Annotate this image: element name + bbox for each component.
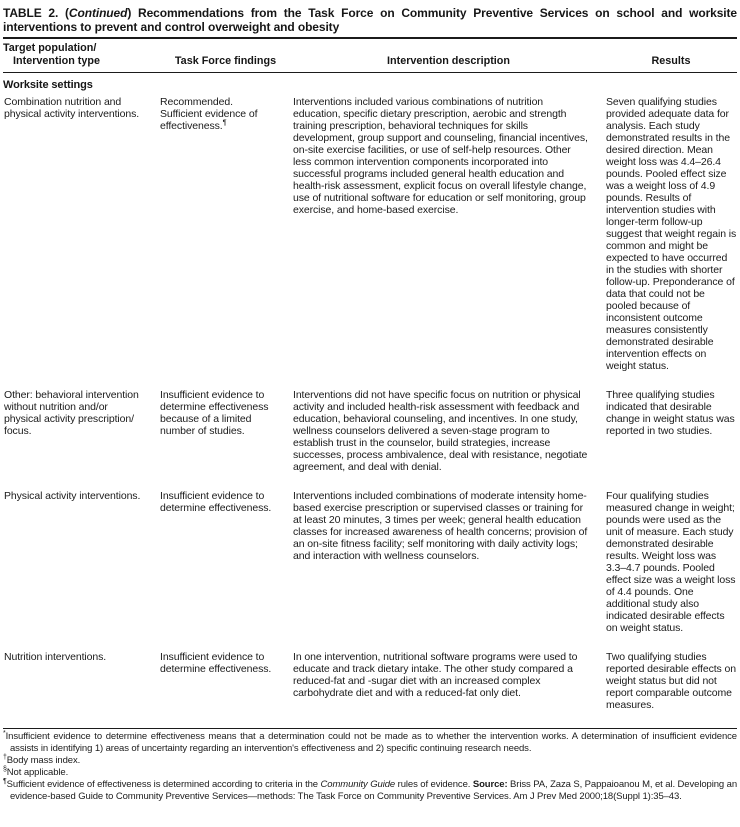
footnote-text: Insufficient evidence to determine effectiveness means that a determination could not be made as to whether the intervention works. A determination of insufficient evidence assists in identifying 1) areas of uncertainty regarding an intervention's effectiveness and 2) specific continuing research needs. [5, 731, 737, 754]
footnote-marker-pilcrow: ¶ [222, 117, 227, 127]
findings-line: Recommended. [160, 96, 233, 108]
cell-results: Three qualifying studies indicated that desirable change in weight status was reported in two studies. [606, 389, 735, 437]
table-row [3, 650, 737, 727]
table-title-prefix: TABLE 2. ( [3, 6, 69, 20]
findings-line: Sufficient evidence of effectiveness.¶ [160, 108, 258, 132]
findings-line: Insufficient evidence to determine effectiveness because of a limited number of studies. [160, 389, 269, 437]
cell-task-force-findings [159, 388, 292, 489]
findings-line: Insufficient evidence to determine effectiveness. [160, 490, 272, 514]
cell-task-force-findings [159, 650, 292, 727]
footnote-insufficient-evidence [3, 731, 737, 755]
table-row [3, 489, 737, 650]
table-title [3, 6, 737, 34]
cell-intervention-description: Interventions included combinations of moderate intensity home-based exercise prescription or supervised classes or training for at least 20 minutes, 3 times per week; general health education classes for increased awareness of health concerns; provision of an on-site fitness facility; self monitoring with daily activity logs; and interaction with wellness counselors. [293, 490, 588, 562]
column-header-results: Results [605, 39, 737, 73]
cell-intervention-description: Interventions did not have specific focus on nutrition or physical activity and included health-risk assessment with feedback and education, behavioral counseling, and incentives. In one study, wellness counselors delivered a seven-stage program to establish trust in the counselor, build strategies, increase successes, process ambivalence, deal with resistance, negotiate agreement, and deal with denial. [293, 389, 588, 473]
footnotes [3, 729, 737, 802]
cell-task-force-findings [159, 489, 292, 650]
footnote-marker-section: § [3, 765, 7, 773]
column-header-target-population-line1: Target population/ [3, 42, 97, 54]
footnote-marker-pilcrow: ¶ [3, 777, 7, 785]
footnote-text: Sufficient evidence of effectiveness is determined according to criteria in the [6, 778, 321, 790]
footnote-sufficient-evidence-source [3, 779, 737, 803]
footnote-text-italic: Community Guide [320, 778, 396, 790]
column-header-intervention-description: Intervention description [292, 39, 605, 73]
footnote-marker-dagger: † [3, 753, 7, 761]
cell-results: Seven qualifying studies provided adequate data for analysis. Each study demonstrated results in the desired direction. Mean weight loss was 4.4–26.4 pounds. Pooled effect size was a weight loss of 4.9 pounds. Results of intervention studies with longer-term follow-up suggest that weight regain is common and might be expected to have occurred in the studies with shorter follow-up. Preponderance of data that could not be pooled because of inconsistent outcome measures consistently demonstrated desirable intervention effects on weight status. [606, 96, 737, 372]
footnote-source-label: Source: [472, 778, 508, 790]
table-row [3, 388, 737, 489]
cell-target-population: Other: behavioral intervention without nutrition and/or physical activity prescription/ focus. [4, 389, 139, 437]
footnote-citation: Briss PA, Zaza S, Pappaioanou M, et al. Developing an evidence-based Guide to Community Preventive Services—methods: The Task Force on Community Preventive Services. Am J Prev Med 2000;18(Suppl 1):35–43. [10, 778, 737, 802]
cell-intervention-description: In one intervention, nutritional software programs were used to educate and track dietary intake. The other study compared a reduced-fat and -sugar diet with an increased complex carbohydrate diet and with a reduced-fat only diet. [293, 651, 578, 699]
cell-results: Four qualifying studies measured change in weight; pounds were used as the unit of measure. Each study demonstrated desirable results. Weight loss was 3.3–4.7 pounds. Pooled effect size was a weight loss of 4.4 pounds. One additional study also indicated desirable effects on weight status. [606, 490, 736, 634]
footnote-text: Not applicable. [6, 766, 69, 778]
table-header-row [3, 39, 737, 73]
findings-line: Insufficient evidence to determine effectiveness. [160, 651, 272, 675]
column-header-target-population-line2: Intervention type [13, 55, 100, 67]
table-title-continued: Continued [68, 6, 128, 20]
cell-intervention-description: Interventions included various combinations of nutrition education, specific dietary prescription, aerobic and strength training prescription, behavioral techniques for skills development, group support and counseling, financial incentives, on-site exercise facilities, or use of self-help resources. Other less common intervention components incorporated into successful programs included general health education and health-risk assessment, explicit focus on overall lifestyle change, use of nutritional software for education or self monitoring, group exercise, and home-based exercise. [293, 96, 588, 216]
column-header-target-population [3, 39, 159, 73]
footnote-text: Body mass index. [6, 754, 81, 766]
footnote-marker-asterisk: * [3, 729, 6, 737]
cell-target-population: Physical activity interventions. [4, 490, 141, 502]
cell-target-population: Combination nutrition and physical activity interventions. [4, 96, 140, 120]
section-heading-worksite-settings: Worksite settings [3, 79, 93, 91]
footnote-text: rules of evidence. [395, 778, 473, 790]
recommendations-table [3, 39, 737, 727]
cell-target-population: Nutrition interventions. [4, 651, 107, 663]
footnote-body-mass-index [3, 755, 737, 767]
footnote-not-applicable [3, 767, 737, 779]
cell-results: Two qualifying studies reported desirable effects on weight status but did not report comparable outcome measures. [606, 651, 736, 711]
table-title-text: ) Recommendations from the Task Force on Community Preventive Services on school and worksite interventions to prevent and control overweight and obesity [3, 6, 738, 34]
table-row [3, 95, 737, 388]
column-header-task-force-findings: Task Force findings [159, 39, 292, 73]
section-heading-row [3, 73, 737, 96]
cell-task-force-findings [159, 95, 292, 388]
